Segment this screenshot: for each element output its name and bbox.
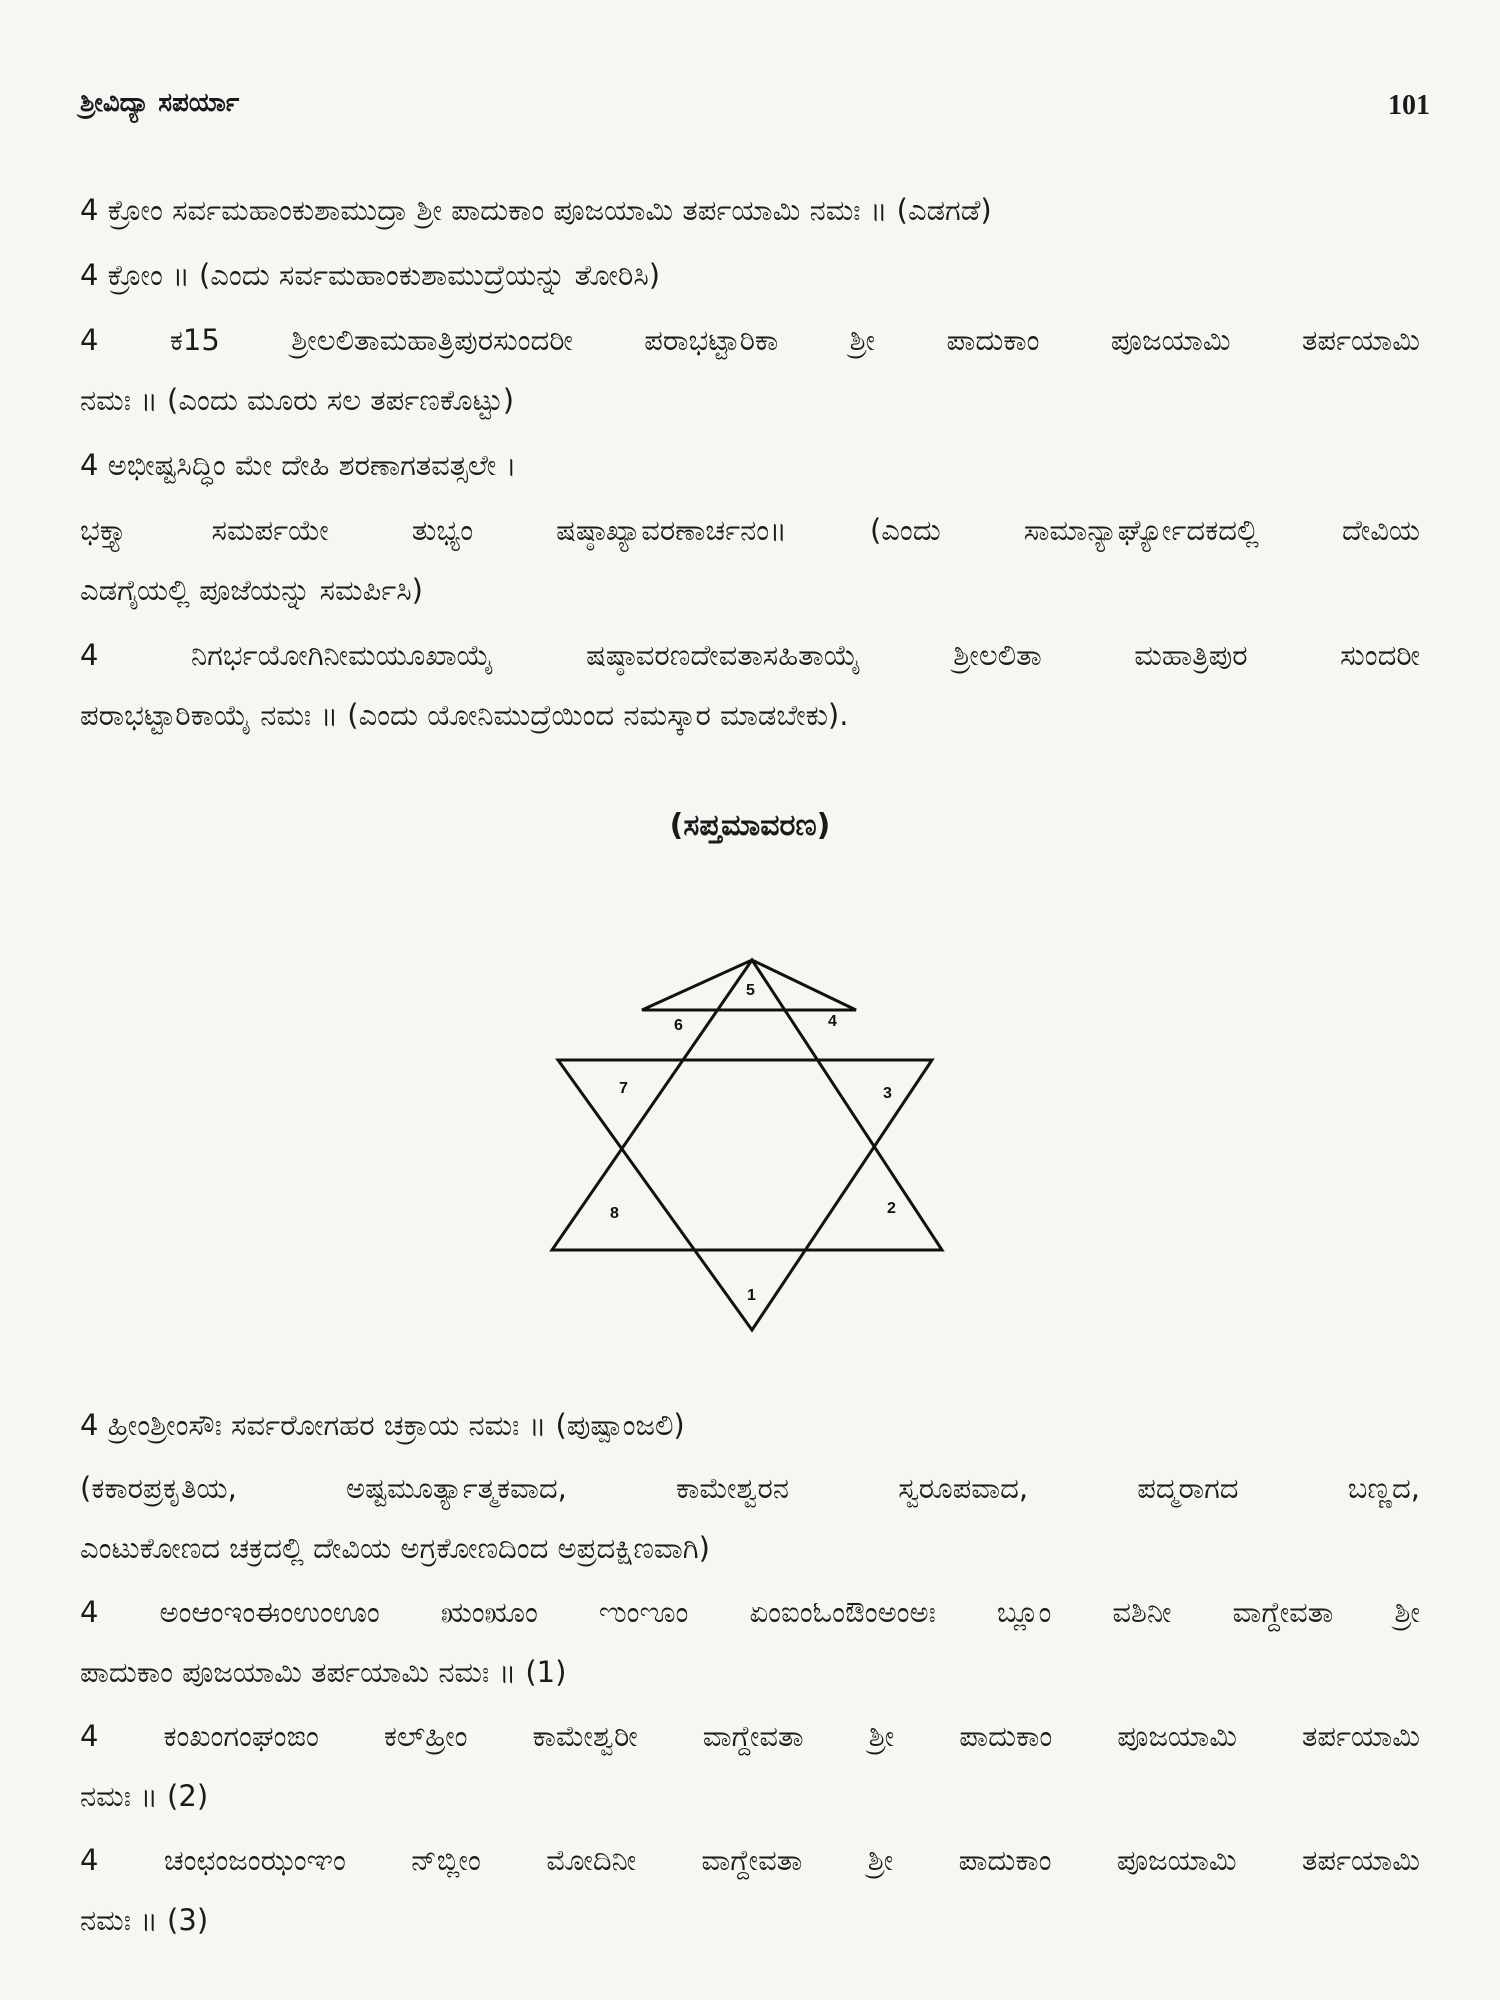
line-5: 4 ಅಭೀಷ್ಟಸಿದ್ಧಿಂ ಮೇ ದೇಹಿ ಶರಣಾಗತವತ್ಸಲೇ । xyxy=(80,448,517,482)
label-1: 1 xyxy=(747,1287,756,1304)
chakra-svg xyxy=(540,950,960,1350)
line-16: ನಮಃ ॥ (2) xyxy=(80,1779,209,1813)
page-header xyxy=(80,88,1430,138)
line-17: 4 ಚಂಛಂಜಂಝಂಞಂ ನ್‌ಬ್ಲೀಂ ಮೋದಿನೀ ವಾಗ್ದೇವತಾ ಶ್ರೀ ಪಾದುಕಾಂ ಪೂಜಯಾಮಿ ತರ್ಪಯಾಮಿ xyxy=(80,1843,1420,1877)
label-4: 4 xyxy=(828,1013,837,1030)
label-6: 6 xyxy=(674,1017,683,1034)
line-15: 4 ಕಂಖಂಗಂಘಂಙಂ ಕಲ್‌ಹ್ರೀಂ ಕಾಮೇಶ್ವರೀ ವಾಗ್ದೇವತಾ ಶ್ರೀ ಪಾದುಕಾಂ ಪೂಜಯಾಮಿ ತರ್ಪಯಾಮಿ xyxy=(80,1719,1420,1753)
line-4: ನಮಃ ॥ (ಎಂದು ಮೂರು ಸಲ ತರ್ಪಣಕೊಟ್ಟು) xyxy=(80,383,515,417)
label-2: 2 xyxy=(887,1200,896,1217)
line-8: 4 ನಿಗರ್ಭಯೋಗಿನೀಮಯೂಖಾಯೈ ಷಷ್ಠಾವರಣದೇವತಾಸಹಿತಾಯೈ ಶ್ರೀಲಲಿತಾ ಮಹಾತ್ರಿಪುರ ಸುಂದರೀ xyxy=(80,638,1420,672)
line-14: ಪಾದುಕಾಂ ಪೂಜಯಾಮಿ ತರ್ಪಯಾಮಿ ನಮಃ ॥ (1) xyxy=(80,1655,567,1689)
line-10: 4 ಹ್ರೀಂಶ್ರೀಂಸೌಃ ಸರ್ವರೋಗಹರ ಚಕ್ರಾಯ ನಮಃ ॥ (ಪುಷ್ಪಾಂಜಲಿ) xyxy=(80,1408,685,1442)
line-11: (ಕಕಾರಪ್ರಕೃತಿಯ, ಅಷ್ಟಮೂರ್ತ್ಯಾತ್ಮಕವಾದ, ಕಾಮೇಶ್ವರನ ಸ್ವರೂಪವಾದ, ಪದ್ಮರಾಗದ ಬಣ್ಣದ, xyxy=(80,1471,1420,1505)
line-9: ಪರಾಭಟ್ಟಾರಿಕಾಯೈ ನಮಃ ॥ (ಎಂದು ಯೋನಿಮುದ್ರೆಯಿಂದ ನಮಸ್ಕಾರ ಮಾಡಬೇಕು). xyxy=(80,698,849,732)
section-heading: (ಸಪ್ತಮಾವರಣ) xyxy=(669,808,831,843)
page-number: 101 xyxy=(1388,90,1430,121)
label-7: 7 xyxy=(619,1080,628,1097)
line-6: ಭಕ್ತ್ಯಾ ಸಮರ್ಪಯೇ ತುಭ್ಯಂ ಷಷ್ಠಾಖ್ಯಾವರಣಾರ್ಚನಂ॥ (ಎಂದು ಸಾಮಾನ್ಯಾರ್ಘ್ಯೋದಕದಲ್ಲಿ ದೇವಿಯ xyxy=(80,513,1420,547)
label-8: 8 xyxy=(610,1205,619,1222)
line-13: 4 ಅಂಆಂಇಂಈಂಉಂಊಂ ಋಂೠಂ ಌಂೡಂ ಏಂಐಂಓಂಔಂಅಂಅಃ ಬ್ಲೂಂ ವಶಿನೀ ವಾಗ್ದೇವತಾ ಶ್ರೀ xyxy=(80,1595,1420,1629)
chakra-diagram xyxy=(540,950,960,1350)
line-7: ಎಡಗೈಯಲ್ಲಿ ಪೂಜೆಯನ್ನು ಸಮರ್ಪಿಸಿ) xyxy=(80,573,423,607)
downward-triangle xyxy=(558,1060,932,1330)
line-18: ನಮಃ ॥ (3) xyxy=(80,1903,209,1937)
line-1: 4 ಕ್ರೋಂ ಸರ್ವಮಹಾಂಕುಶಾಮುದ್ರಾ ಶ್ರೀ ಪಾದುಕಾಂ ಪೂಜಯಾಮಿ ತರ್ಪಯಾಮಿ ನಮಃ ॥ (ಎಡಗಡೆ) xyxy=(80,193,992,227)
running-title: ಶ್ರೀವಿದ್ಯಾ ಸಪರ್ಯಾ xyxy=(80,88,240,118)
label-5: 5 xyxy=(746,982,755,999)
label-3: 3 xyxy=(883,1085,892,1102)
line-2: 4 ಕ್ರೋಂ ॥ (ಎಂದು ಸರ್ವಮಹಾಂಕುಶಾಮುದ್ರೆಯನ್ನು ತೋರಿಸಿ) xyxy=(80,258,661,292)
line-3: 4 ಕ15 ಶ್ರೀಲಲಿತಾಮಹಾತ್ರಿಪುರಸುಂದರೀ ಪರಾಭಟ್ಟಾರಿಕಾ ಶ್ರೀ ಪಾದುಕಾಂ ಪೂಜಯಾಮಿ ತರ್ಪಯಾಮಿ xyxy=(80,323,1420,357)
line-12: ಎಂಟುಕೋಣದ ಚಕ್ರದಲ್ಲಿ ದೇವಿಯ ಅಗ್ರಕೋಣದಿಂದ ಅಪ್ರದಕ್ಷಿಣವಾಗಿ) xyxy=(80,1531,710,1565)
